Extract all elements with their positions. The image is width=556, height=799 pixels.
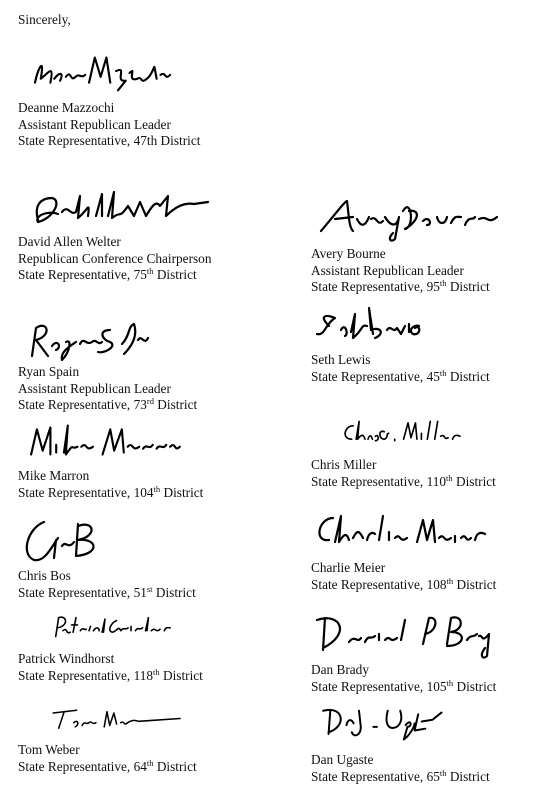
signer-block bbox=[311, 700, 556, 785]
handwritten-signature bbox=[18, 44, 218, 100]
signer-block bbox=[311, 186, 556, 296]
signer-block bbox=[18, 609, 268, 684]
handwritten-signature bbox=[311, 186, 511, 246]
handwritten-signature bbox=[311, 414, 511, 457]
signer-name: Deanne Mazzochi bbox=[18, 100, 115, 115]
signer-block bbox=[18, 510, 268, 601]
signer-name: Ryan Spain bbox=[18, 364, 80, 379]
signer-title: Republican Conference Chairperson bbox=[18, 250, 212, 266]
signer-district: State Representative, 105th District bbox=[311, 677, 497, 694]
signer-name: Dan Brady bbox=[311, 662, 369, 677]
handwritten-signature bbox=[18, 702, 218, 742]
signer-block bbox=[311, 414, 556, 490]
signer-block bbox=[18, 176, 268, 284]
signer-district: State Representative, 95th District bbox=[311, 278, 490, 294]
signer-name: Chris Miller bbox=[311, 457, 377, 472]
signer-title: Assistant Republican Leader bbox=[18, 116, 171, 132]
signer-district: State Representative, 51st District bbox=[18, 583, 196, 600]
signer-block bbox=[18, 44, 268, 150]
signer-block bbox=[18, 306, 268, 414]
signer-name: Avery Bourne bbox=[311, 246, 386, 261]
handwritten-signature bbox=[18, 306, 218, 364]
signer-district: State Representative, 118th District bbox=[18, 666, 203, 683]
signer-name: Tom Weber bbox=[18, 742, 80, 757]
signer-name: Patrick Windhorst bbox=[18, 651, 115, 666]
signer-district: State Representative, 73rd District bbox=[18, 396, 198, 412]
signer-block bbox=[311, 502, 556, 593]
signer-block bbox=[311, 604, 556, 695]
signer-name: David Allen Welter bbox=[18, 234, 121, 249]
signer-district: State Representative, 75th District bbox=[18, 266, 197, 282]
signer-name: Dan Ugaste bbox=[311, 752, 374, 767]
signer-block bbox=[311, 294, 556, 385]
closing-salutation: Sincerely, bbox=[18, 12, 71, 27]
handwritten-signature bbox=[18, 510, 218, 568]
signer-district: State Representative, 104th District bbox=[18, 483, 204, 500]
handwritten-signature bbox=[311, 604, 511, 662]
handwritten-signature bbox=[311, 294, 511, 352]
handwritten-signature bbox=[18, 609, 218, 651]
signer-district: State Representative, 108th District bbox=[311, 575, 497, 592]
signer-district: State Representative, 47th District bbox=[18, 133, 201, 148]
signer-district: State Representative, 65th District bbox=[311, 767, 490, 784]
signer-district: State Representative, 110th District bbox=[311, 472, 496, 489]
handwritten-signature bbox=[311, 700, 511, 752]
signer-title: Assistant Republican Leader bbox=[311, 262, 464, 278]
signer-name: Mike Marron bbox=[18, 468, 90, 483]
signer-district: State Representative, 45th District bbox=[311, 367, 490, 384]
handwritten-signature bbox=[18, 176, 218, 234]
signer-block bbox=[18, 412, 268, 501]
handwritten-signature bbox=[18, 412, 218, 468]
signer-title: Assistant Republican Leader bbox=[18, 380, 171, 396]
handwritten-signature bbox=[311, 502, 511, 560]
signer-block bbox=[18, 702, 268, 775]
signer-name: Charlie Meier bbox=[311, 560, 386, 575]
signer-name: Chris Bos bbox=[18, 568, 71, 583]
signer-name: Seth Lewis bbox=[311, 352, 371, 367]
signer-district: State Representative, 64th District bbox=[18, 757, 197, 774]
